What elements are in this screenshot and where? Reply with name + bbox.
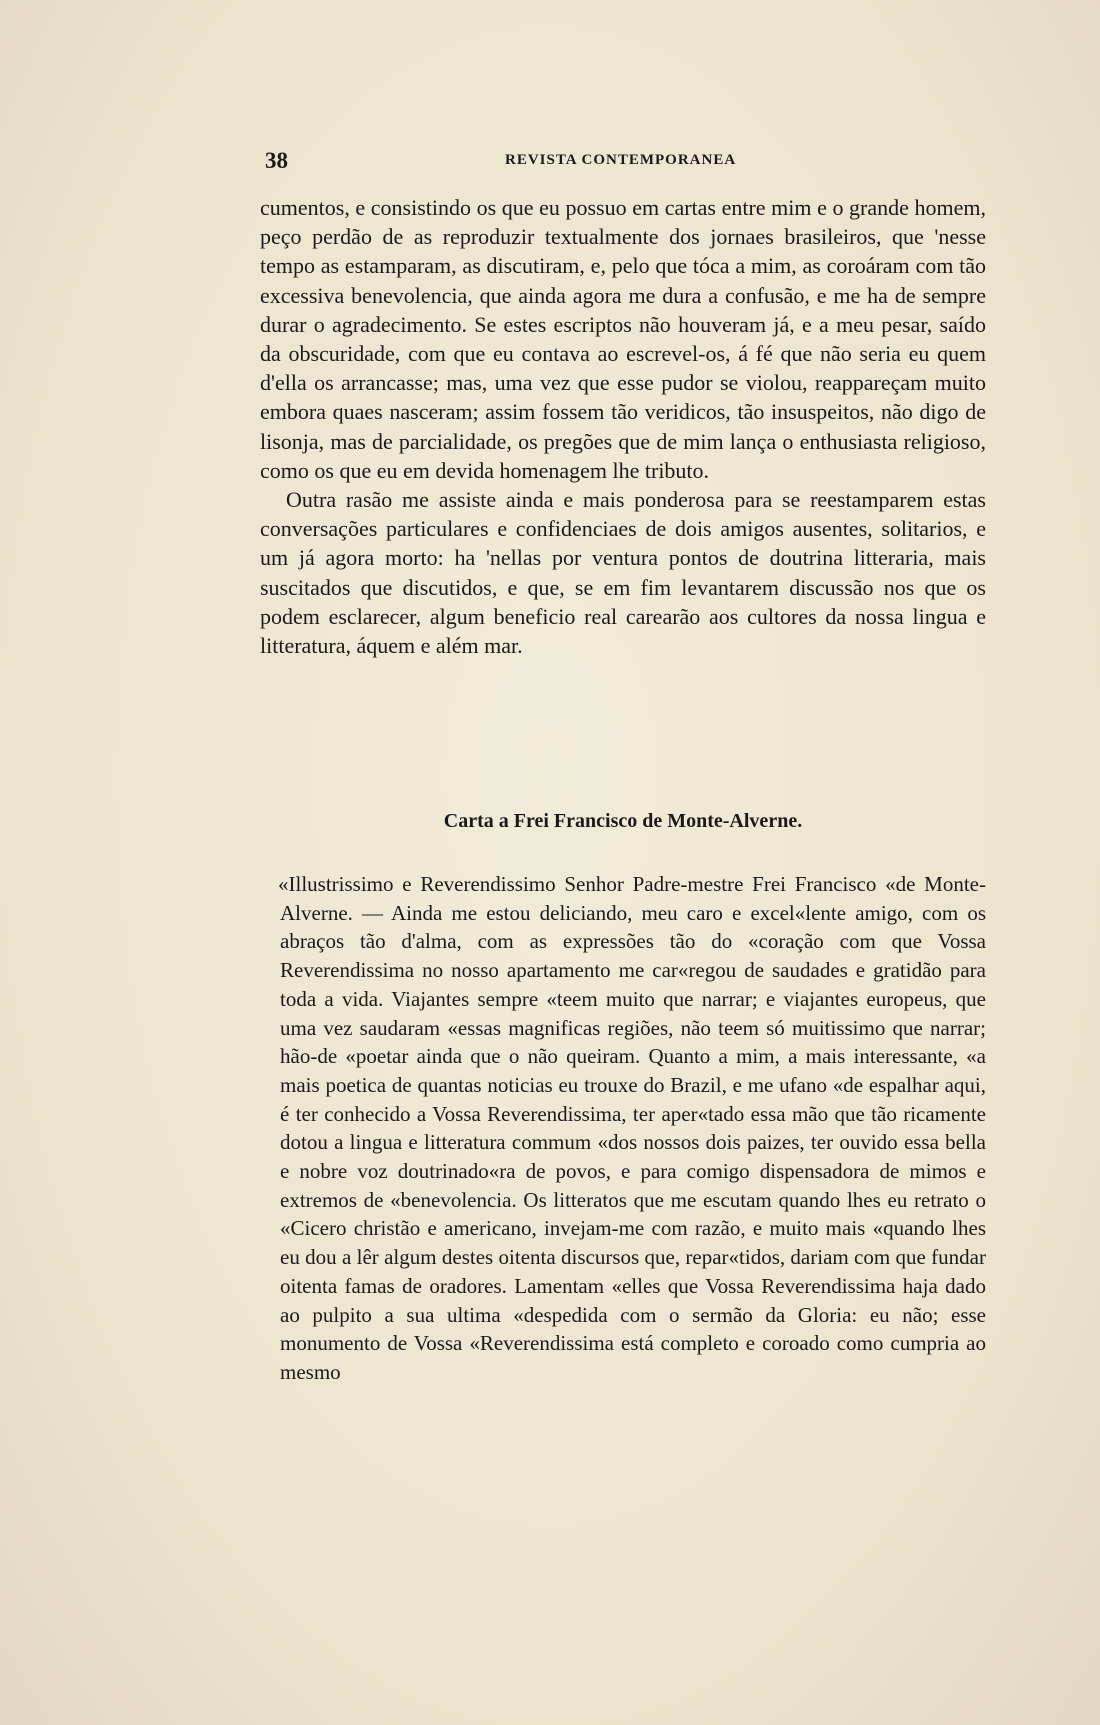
journal-title: REVISTA CONTEMPORANEA	[505, 152, 737, 168]
running-head	[265, 148, 985, 176]
letter-body	[280, 870, 986, 1387]
body-text	[260, 193, 986, 660]
page-number: 38	[265, 148, 288, 173]
paragraph-continuation: cumentos, e consistindo os que eu possuo em cartas entre mim e o grande homem, peço perdão de as reproduzir textualmente dos jornaes brasileiros, que 'nesse tempo as estamparam, as discutiram, e, pelo que tóca a mim, as coroáram com tão excessiva benevolencia, que ainda agora me dura a confusão, e me ha de sempre durar o agradecimento. Se estes escriptos não houveram já, e a meu pesar, saído da obscuridade, com que eu contava ao escrevel-os, á fé que não seria eu quem d'ella os arrancasse; mas, uma vez que esse pudor se violou, reappareçam muito embora quaes nasceram; assim fossem tão veridicos, tão insuspeitos, não digo de lisonja, mas de parcialidade, os pregões que de mim lança o enthusiasta religioso, como os que eu em devida homenagem lhe tributo.	[260, 195, 986, 483]
section-heading: Carta a Frei Francisco de Monte-Alverne.	[443, 810, 803, 832]
letter-paragraph: «Illustrissimo e Reverendissimo Senhor Padre-mestre Frei Francisco «de Monte-Alverne. — Ainda me estou deliciando, meu caro e excel«lente amigo, com os abraços tão d'alma, com as expressões tão do «coração com que Vossa Reverendissima no nosso apartamento me car«regou de saudades e gratidão para toda a vida. Viajantes sempre «teem muito que narrar; e viajantes europeus, que uma vez saudaram «essas magnificas regiões, não teem só muitissimo que narrar; hão-de «poetar ainda que o não queiram. Quanto a mim, a mais interessante, «a mais poetica de quantas noticias eu trouxe do Brazil, e me ufano «de espalhar aqui, é ter conhecido a Vossa Reverendissima, ter aper«tado essa mão que tão ricamente dotou a lingua e litteratura commum «dos nossos dois paizes, ter ouvido essa bella e nobre voz doutrinado«ra de povos, e para comigo dispensadora de mimos e extremos de «benevolencia. Os litteratos que me escutam quando lhes eu retrato o «Cicero christão e americano, invejam-me com razão, e muito mais «quando lhes eu dou a lêr algum destes oitenta discursos que, repar«tidos, dariam com que fundar oitenta famas de oradores. Lamentam «elles que Vossa Reverendissima haja dado ao pulpito a sua ultima «despedida com o sermão da Gloria: eu não; esse monumento de Vossa «Reverendissima está completo e coroado como cumpria ao mesmo	[278, 872, 986, 1384]
paragraph-second: Outra rasão me assiste ainda e mais ponderosa para se reestamparem estas conversações particulares e confidenciaes de dois amigos ausentes, solitarios, e um já agora morto: ha 'nellas por ventura pontos de doutrina litteraria, mais suscitados que discutidos, e que, se em fim levantarem discussão nos que os podem esclarecer, algum beneficio real carearão aos cultores da nossa lingua e litteratura, áquem e além mar.	[260, 487, 986, 659]
